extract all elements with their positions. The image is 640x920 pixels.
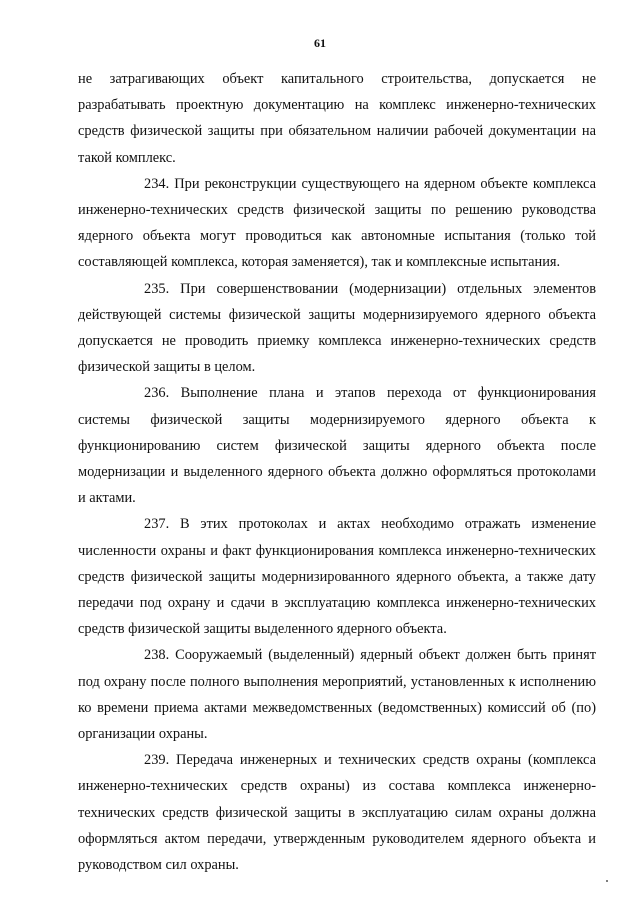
paragraph-234: 234. При реконструкции существующего на ядерном объекте комплекса инженерно-технических средств физической защиты по решению руководства ядерного объекта могут проводиться как автономные испытания (только той составляющей комплекса, которая заменяется), так и комплексные испытания.: [78, 175, 596, 271]
paragraph-236: 236. Выполнение плана и этапов перехода от функционирования системы физической защиты модернизируемого ядерного объекта к функционированию систем физической защиты ядерного объекта после модернизации и выделенного ядерного объекта должно оформляться протоколами и актами.: [78, 385, 596, 507]
paragraph-237: 237. В этих протоколах и актах необходимо отражать изменение численности охраны и факт функционирования комплекса инженерно-технических средств физической защиты модернизированного ядерного объекта, а также дату передачи под охрану и сдачи в эксплуатацию комплекса инженерно-технических средств физической защиты выделенного ядерного объекта.: [78, 516, 596, 638]
scan-dot: [606, 880, 608, 882]
document-body: [78, 66, 596, 878]
paragraph-238: 238. Сооружаемый (выделенный) ядерный объект должен быть принят под охрану после полного выполнения мероприятий, установленных к исполнению ко времени приема актами межведомственных (ведомственных) комиссий об (по) организации охраны.: [78, 647, 596, 743]
paragraph-continuation: не затрагивающих объект капитального строительства, допускается не разрабатывать проектную документацию на комплекс инженерно-технических средств физической защиты при обязательном наличии рабочей документации на такой комплекс.: [78, 71, 596, 166]
paragraph-235: 235. При совершенствовании (модернизации) отдельных элементов действующей системы физической защиты модернизируемого ядерного объекта допускается не проводить приемку комплекса инженерно-технических средств физической защиты в целом.: [78, 280, 596, 376]
paragraph-239: 239. Передача инженерных и технических средств охраны (комплекса инженерно-технических средств охраны) из состава комплекса инженерно-технических средств физической защиты в эксплуатацию силам охраны должна оформляться актом передачи, утвержденным руководителем ядерного объекта и руководством сил охраны.: [78, 752, 596, 874]
page-number: 61: [314, 36, 326, 50]
